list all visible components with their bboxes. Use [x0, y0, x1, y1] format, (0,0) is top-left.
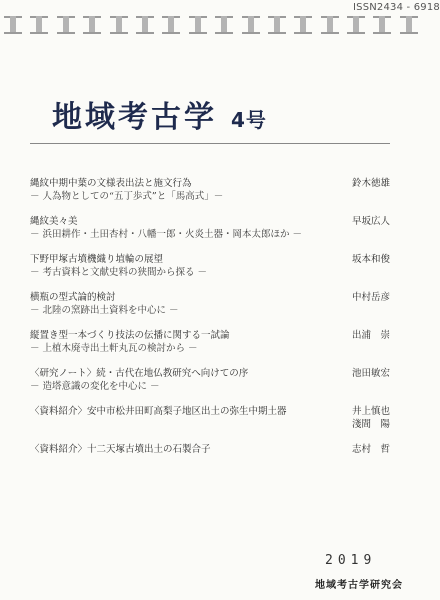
decorative-border — [4, 14, 418, 36]
article-title: 縦置き型一本づくり技法の伝播に関する一試論 — [30, 330, 230, 341]
article-title: 横瓶の型式論的検討 — [30, 292, 116, 303]
issn-number: ISSN2434 - 6918 — [353, 2, 440, 13]
toc-entry — [30, 177, 422, 203]
title-divider — [30, 143, 390, 144]
journal-issue-number: 4号 — [231, 108, 267, 132]
toc-entry — [30, 443, 422, 456]
article-author: 池田敏宏 — [352, 368, 391, 379]
decorative-mark — [294, 16, 312, 34]
article-subtitle: － 浜田耕作・土田杏村・八幡一郎・火炎土器・岡本太郎ほか － — [30, 229, 303, 240]
decorative-mark — [162, 16, 180, 34]
decorative-mark — [83, 16, 101, 34]
decorative-mark — [347, 16, 365, 34]
article-author: 井上慎也 — [352, 406, 391, 417]
article-author: 早坂広人 — [352, 216, 391, 227]
decorative-mark — [30, 16, 48, 34]
article-subtitle: － 人為物としての“五丁歩式”と「馬高式」－ — [30, 191, 224, 202]
article-title: 〈資料紹介〉十二天塚古墳出土の石製合子 — [30, 444, 211, 455]
toc-entry — [30, 367, 422, 393]
article-author: 淺間 陽 — [352, 419, 391, 430]
article-subtitle: － 北陸の窯跡出土資料を中心に － — [30, 305, 179, 316]
article-author: 出浦 崇 — [352, 330, 391, 341]
journal-title-text: 地域考古学 — [52, 100, 217, 135]
article-title: 縄紋中期中葉の文様表出法と施文行為 — [30, 178, 192, 189]
article-title: 下野甲塚古墳機織り埴輪の展望 — [30, 254, 164, 265]
toc-entry — [30, 291, 422, 317]
decorative-mark — [57, 16, 75, 34]
decorative-mark — [373, 16, 391, 34]
article-title: 〈研究ノート〉続・古代在地仏教研究へ向けての序 — [30, 368, 249, 379]
decorative-mark — [189, 16, 207, 34]
table-of-contents — [30, 177, 422, 468]
publication-year: 2019 — [325, 553, 377, 568]
decorative-mark — [321, 16, 339, 34]
toc-entry — [30, 215, 422, 241]
article-title: 縄紋美々美 — [30, 216, 78, 227]
decorative-mark — [242, 16, 260, 34]
decorative-mark — [215, 16, 233, 34]
publisher-name: 地域考古学研究会 — [315, 580, 403, 591]
toc-entry — [30, 253, 422, 279]
decorative-mark — [110, 16, 128, 34]
article-author: 中村岳彦 — [352, 292, 391, 303]
decorative-mark — [400, 16, 418, 34]
decorative-mark — [4, 16, 22, 34]
article-subtitle: － 考古資料と文献史料の狭間から探る － — [30, 267, 208, 278]
article-author: 坂本和俊 — [352, 254, 391, 265]
decorative-mark — [136, 16, 154, 34]
journal-title — [52, 92, 267, 136]
article-author: 鈴木徳雄 — [352, 178, 391, 189]
article-title: 〈資料紹介〉安中市松井田町高梨子地区出土の弥生中期土器 — [30, 406, 287, 417]
toc-entry — [30, 329, 422, 355]
toc-entry — [30, 405, 422, 431]
article-author: 志村 哲 — [352, 444, 391, 455]
decorative-mark — [268, 16, 286, 34]
article-subtitle: － 上植木廃寺出土軒丸瓦の検討から － — [30, 343, 198, 354]
article-subtitle: － 造塔意識の変化を中心に － — [30, 381, 160, 392]
